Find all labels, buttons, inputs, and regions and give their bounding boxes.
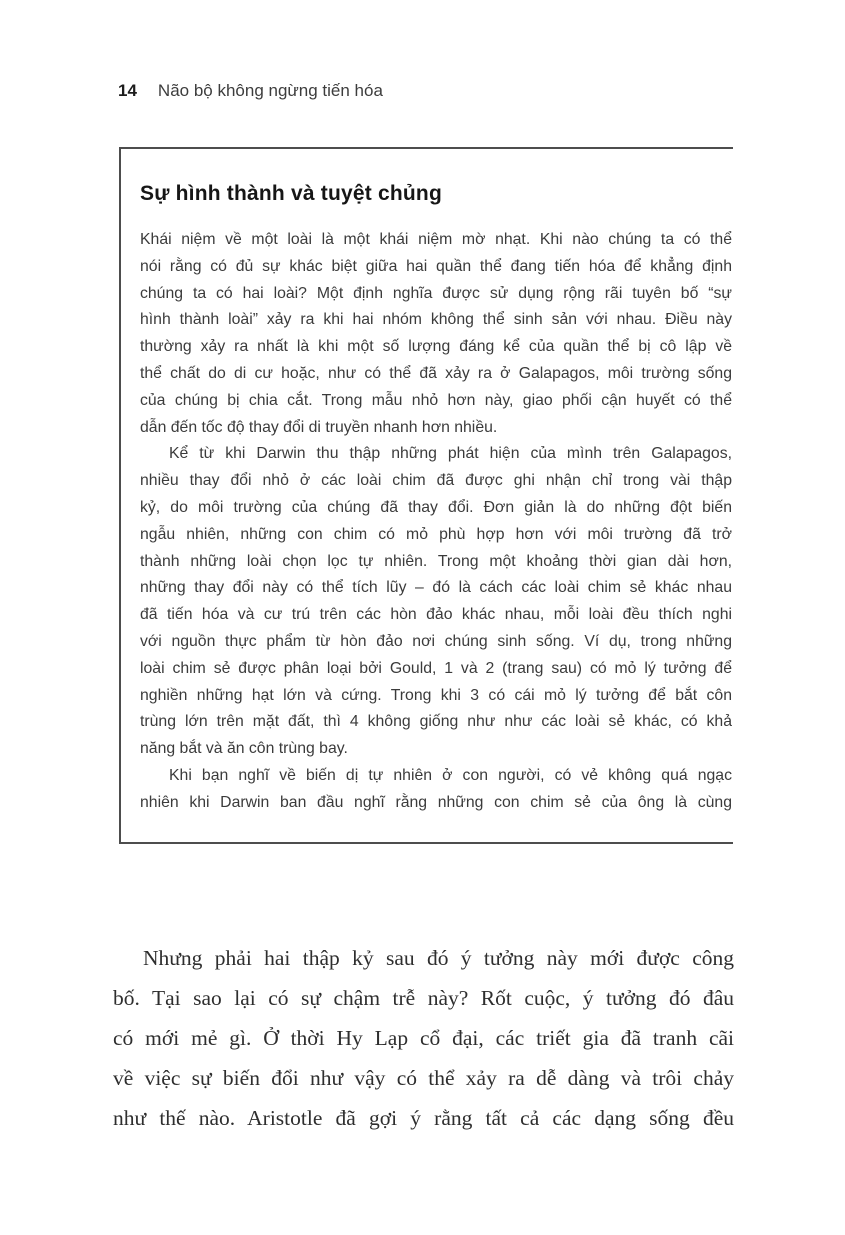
text-line: có mới mẻ gì. Ở thời Hy Lạp cổ đại, các triết gia đã tranh cãi bbox=[113, 1026, 734, 1050]
box-body bbox=[140, 227, 732, 817]
text-line: Khi bạn nghĩ về biến dị tự nhiên ở con người, có vẻ không quá ngạc bbox=[169, 766, 732, 784]
text-line: ngẫu nhiên, những con chim có mỏ phù hợp hơn với môi trường đã trở bbox=[140, 525, 732, 543]
text-line: nói rằng có đủ sự khác biệt giữa hai quần thể đang tiến hóa để khẳng định bbox=[140, 257, 732, 275]
body-paragraph bbox=[113, 938, 734, 1138]
text-line: thường xảy ra nhất là khi một số lượng đáng kể của quần thể bị cô lập về bbox=[140, 338, 732, 356]
text-line: thể chất do di cư hoặc, như có thể đã xảy ra ở Galapagos, môi trường sống bbox=[140, 364, 732, 382]
text-line: Khái niệm về một loài là một khái niệm mờ nhạt. Khi nào chúng ta có thể bbox=[140, 231, 732, 248]
text-line: dẫn đến tốc độ thay đổi di truyền nhanh hơn nhiều. bbox=[140, 418, 498, 436]
text-line: loài chim sẻ được phân loại bởi Gould, 1 và 2 (trang sau) có mỏ lý tưởng để bbox=[140, 659, 732, 677]
sidebar-box bbox=[119, 147, 733, 844]
text-line: nhiều thay đổi nhỏ ở các loài chim đã được ghi nhận chỉ trong vài thập bbox=[140, 472, 732, 490]
main-text bbox=[113, 938, 734, 1138]
box-paragraph bbox=[140, 227, 732, 441]
text-line: như thế nào. Aristotle đã gợi ý rằng tất cả các dạng sống đều bbox=[113, 1106, 734, 1130]
text-line: đã tiến hóa và cư trú trên các hòn đảo khác nhau, mỗi loài đều thích nghi bbox=[140, 606, 732, 624]
text-line: kỷ, do môi trường của chúng đã thay đổi. Đơn giản là do những đột biến bbox=[140, 498, 732, 516]
text-line: Kể từ khi Darwin thu thập những phát hiện của mình trên Galapagos, bbox=[169, 445, 732, 463]
text-line: với nguồn thực phẩm từ hòn đảo nơi chúng sinh sống. Ví dụ, trong những bbox=[140, 632, 732, 650]
text-line: nghiền những hạt lớn và cứng. Trong khi 3 có cái mỏ lý tưởng để bắt côn bbox=[140, 686, 732, 704]
text-line: Nhưng phải hai thập kỷ sau đó ý tưởng này mới được công bbox=[143, 946, 734, 970]
page-number: 14 bbox=[118, 81, 137, 100]
box-paragraph bbox=[140, 763, 732, 817]
text-line: thành những loài chọn lọc tự nhiên. Trong một khoảng thời gian dài hơn, bbox=[140, 552, 732, 570]
text-line: hình thành loài” xảy ra khi hai nhóm không thể sinh sản với nhau. Điều này bbox=[140, 311, 732, 329]
text-line: nhiên khi Darwin ban đầu nghĩ rằng những con chim sẻ của ông là cùng bbox=[140, 793, 732, 811]
text-line: năng bắt và ăn côn trùng bay. bbox=[140, 740, 348, 758]
box-paragraph bbox=[140, 441, 732, 763]
text-line: của chúng bị chia cắt. Trong mẫu nhỏ hơn này, giao phối cận huyết có thể bbox=[140, 391, 732, 409]
text-line: chúng ta có hai loài? Một định nghĩa được sử dụng rộng rãi tuyên bố “sự bbox=[140, 284, 732, 302]
running-header bbox=[118, 80, 383, 101]
text-line: về việc sự biến đổi như vậy có thể xảy ra dễ dàng và trôi chảy bbox=[113, 1066, 734, 1090]
text-line: bố. Tại sao lại có sự chậm trễ này? Rốt cuộc, ý tưởng đó đâu bbox=[113, 986, 734, 1010]
text-line: những thay đổi này có thể tích lũy – đó là cách các loài chim sẻ khác nhau bbox=[140, 579, 732, 597]
running-title: Não bộ không ngừng tiến hóa bbox=[157, 81, 383, 100]
text-line: trùng lớn trên mặt đất, thì 4 không giống như như các loài sẻ khác, có khả bbox=[140, 713, 732, 731]
box-title: Sự hình thành và tuyệt chủng bbox=[140, 182, 442, 205]
